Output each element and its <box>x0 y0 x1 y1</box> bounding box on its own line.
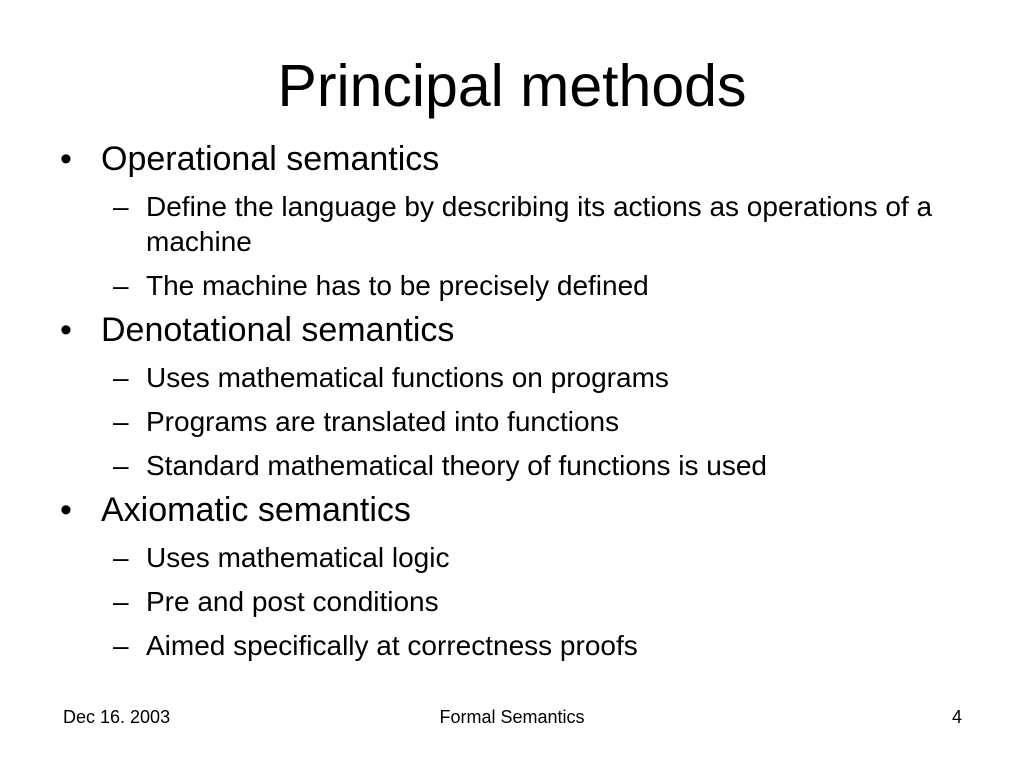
sub-item <box>60 628 960 663</box>
sub-item-text: Programs are translated into functions <box>146 406 620 437</box>
footer-title: Formal Semantics <box>439 707 585 727</box>
dash-marker: – <box>113 270 129 301</box>
bullet-marker: • <box>60 491 72 529</box>
dash-marker: – <box>113 630 129 661</box>
sub-item <box>60 360 960 395</box>
sub-item-text: Standard mathematical theory of functions is used <box>146 450 768 481</box>
sub-item-text: Pre and post conditions <box>146 586 439 617</box>
sub-item <box>60 404 960 439</box>
sub-item <box>60 448 960 483</box>
sub-item <box>60 268 960 303</box>
footer-date: Dec 16. 2003 <box>63 707 171 727</box>
sub-item-text: The machine has to be precisely defined <box>146 270 649 301</box>
bullet-heading: Denotational semantics <box>101 311 455 349</box>
dash-marker: – <box>113 586 129 617</box>
sub-item-text: Uses mathematical logic <box>146 542 450 573</box>
bullet-heading: Operational semantics <box>101 140 440 178</box>
section-denotational <box>60 309 960 483</box>
page-number: 4 <box>951 707 962 727</box>
dash-marker: – <box>113 450 129 481</box>
sub-item <box>60 584 960 619</box>
section-operational <box>60 138 960 303</box>
dash-marker: – <box>113 406 129 437</box>
sub-item <box>60 189 960 259</box>
dash-marker: – <box>113 542 129 573</box>
bullet-heading: Axiomatic semantics <box>101 491 411 529</box>
section-axiomatic <box>60 489 960 663</box>
bullet-item <box>60 309 960 351</box>
bullet-marker: • <box>60 311 72 349</box>
sub-item <box>60 540 960 575</box>
slide-title: Principal methods <box>277 53 747 119</box>
slide-content <box>60 136 960 663</box>
bullet-marker: • <box>60 140 72 178</box>
dash-marker: – <box>113 362 129 393</box>
bullet-item <box>60 489 960 531</box>
bullet-item <box>60 138 960 180</box>
sub-item-text: Uses mathematical functions on programs <box>146 362 669 393</box>
sub-item-text: Aimed specifically at correctness proofs <box>146 630 638 661</box>
dash-marker: – <box>113 191 129 222</box>
sub-item-text: Define the language by describing its actions as operations of a machine <box>146 191 933 257</box>
